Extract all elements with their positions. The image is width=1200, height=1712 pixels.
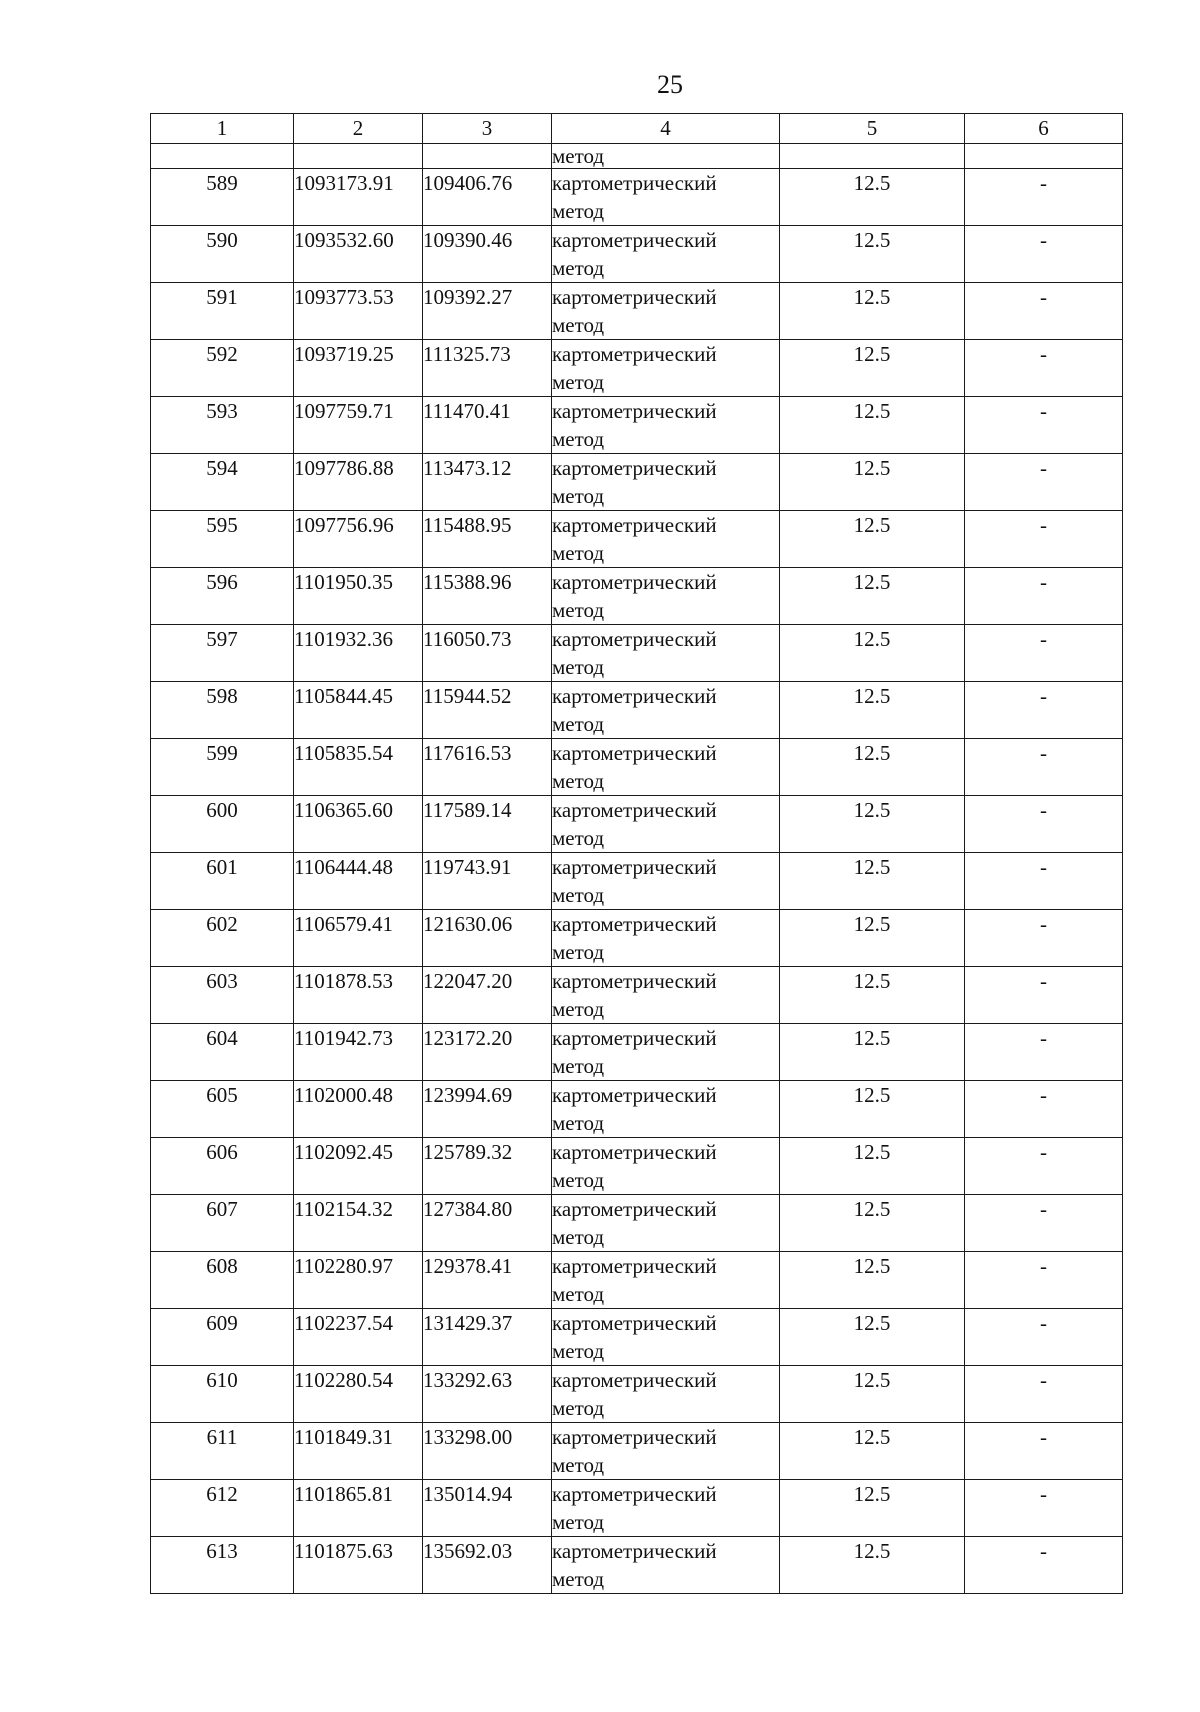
x-coordinate-cell: 1101875.63 bbox=[294, 1537, 423, 1594]
y-coordinate-cell: 109390.46 bbox=[423, 226, 552, 283]
method-line-2: метод bbox=[552, 997, 605, 1021]
method-line-1: картометрический bbox=[552, 1254, 717, 1278]
table-row bbox=[151, 340, 1123, 397]
point-number-cell: 608 bbox=[151, 1252, 294, 1309]
method-line-2: метод bbox=[552, 1282, 605, 1306]
point-number-cell: 601 bbox=[151, 853, 294, 910]
continuation-cell-6 bbox=[965, 144, 1123, 169]
point-number-cell: 596 bbox=[151, 568, 294, 625]
y-coordinate-cell: 117616.53 bbox=[423, 739, 552, 796]
y-coordinate-cell: 119743.91 bbox=[423, 853, 552, 910]
accuracy-cell: 12.5 bbox=[780, 340, 965, 397]
page-number: 25 bbox=[657, 70, 683, 99]
method-line-1: картометрический bbox=[552, 342, 717, 366]
table-row bbox=[151, 454, 1123, 511]
method-line-1: картометрический bbox=[552, 1083, 717, 1107]
point-number-cell: 611 bbox=[151, 1423, 294, 1480]
note-cell: - bbox=[965, 910, 1123, 967]
note-cell: - bbox=[965, 226, 1123, 283]
column-header-1: 1 bbox=[151, 114, 294, 144]
y-coordinate-cell: 111470.41 bbox=[423, 397, 552, 454]
y-coordinate-cell: 123172.20 bbox=[423, 1024, 552, 1081]
x-coordinate-cell: 1101865.81 bbox=[294, 1480, 423, 1537]
table-row bbox=[151, 739, 1123, 796]
method-cell bbox=[552, 226, 780, 283]
note-cell: - bbox=[965, 454, 1123, 511]
method-line-2: метод bbox=[552, 883, 605, 907]
method-cell bbox=[552, 1024, 780, 1081]
accuracy-cell: 12.5 bbox=[780, 226, 965, 283]
note-cell: - bbox=[965, 1138, 1123, 1195]
y-coordinate-cell: 117589.14 bbox=[423, 796, 552, 853]
table-row bbox=[151, 1480, 1123, 1537]
method-line-1: картометрический bbox=[552, 1482, 717, 1506]
note-cell: - bbox=[965, 1423, 1123, 1480]
note-cell: - bbox=[965, 1309, 1123, 1366]
method-line-1: картометрический bbox=[552, 228, 717, 252]
accuracy-cell: 12.5 bbox=[780, 796, 965, 853]
accuracy-cell: 12.5 bbox=[780, 1195, 965, 1252]
point-number-cell: 594 bbox=[151, 454, 294, 511]
accuracy-cell: 12.5 bbox=[780, 1366, 965, 1423]
column-number-row bbox=[151, 114, 1123, 144]
x-coordinate-cell: 1102280.54 bbox=[294, 1366, 423, 1423]
table-row bbox=[151, 682, 1123, 739]
table-row bbox=[151, 1537, 1123, 1594]
method-cell bbox=[552, 340, 780, 397]
y-coordinate-cell: 113473.12 bbox=[423, 454, 552, 511]
method-cell bbox=[552, 283, 780, 340]
point-number-cell: 595 bbox=[151, 511, 294, 568]
method-cell bbox=[552, 1138, 780, 1195]
method-line-2: метод bbox=[552, 1453, 605, 1477]
point-number-cell: 610 bbox=[151, 1366, 294, 1423]
note-cell: - bbox=[965, 1195, 1123, 1252]
accuracy-cell: 12.5 bbox=[780, 1138, 965, 1195]
note-cell: - bbox=[965, 853, 1123, 910]
method-line-2: метод bbox=[552, 1111, 605, 1135]
note-cell: - bbox=[965, 169, 1123, 226]
accuracy-cell: 12.5 bbox=[780, 283, 965, 340]
method-line-1: картометрический bbox=[552, 285, 717, 309]
point-number-cell: 609 bbox=[151, 1309, 294, 1366]
point-number-cell: 589 bbox=[151, 169, 294, 226]
continuation-method-cell: метод bbox=[552, 144, 780, 169]
x-coordinate-cell: 1105844.45 bbox=[294, 682, 423, 739]
method-line-1: картометрический bbox=[552, 627, 717, 651]
accuracy-cell: 12.5 bbox=[780, 739, 965, 796]
x-coordinate-cell: 1105835.54 bbox=[294, 739, 423, 796]
method-line-1: картометрический bbox=[552, 1539, 717, 1563]
method-line-1: картометрический bbox=[552, 1368, 717, 1392]
method-line-1: картометрический bbox=[552, 171, 717, 195]
method-line-2: метод bbox=[552, 826, 605, 850]
x-coordinate-cell: 1097759.71 bbox=[294, 397, 423, 454]
method-line-1: картометрический bbox=[552, 741, 717, 765]
note-cell: - bbox=[965, 283, 1123, 340]
x-coordinate-cell: 1101950.35 bbox=[294, 568, 423, 625]
method-line-1: картометрический bbox=[552, 570, 717, 594]
y-coordinate-cell: 129378.41 bbox=[423, 1252, 552, 1309]
point-number-cell: 590 bbox=[151, 226, 294, 283]
x-coordinate-cell: 1097786.88 bbox=[294, 454, 423, 511]
y-coordinate-cell: 109406.76 bbox=[423, 169, 552, 226]
table-row bbox=[151, 1252, 1123, 1309]
method-cell bbox=[552, 511, 780, 568]
accuracy-cell: 12.5 bbox=[780, 454, 965, 511]
note-cell: - bbox=[965, 397, 1123, 454]
method-cell bbox=[552, 910, 780, 967]
point-number-cell: 606 bbox=[151, 1138, 294, 1195]
y-coordinate-cell: 115388.96 bbox=[423, 568, 552, 625]
table-row bbox=[151, 568, 1123, 625]
accuracy-cell: 12.5 bbox=[780, 967, 965, 1024]
method-line-1: картометрический bbox=[552, 969, 717, 993]
x-coordinate-cell: 1106579.41 bbox=[294, 910, 423, 967]
x-coordinate-cell: 1101932.36 bbox=[294, 625, 423, 682]
x-coordinate-cell: 1093773.53 bbox=[294, 283, 423, 340]
point-number-cell: 597 bbox=[151, 625, 294, 682]
point-number-cell: 602 bbox=[151, 910, 294, 967]
accuracy-cell: 12.5 bbox=[780, 1423, 965, 1480]
method-line-2: метод bbox=[552, 199, 605, 223]
method-cell bbox=[552, 1252, 780, 1309]
point-number-cell: 600 bbox=[151, 796, 294, 853]
accuracy-cell: 12.5 bbox=[780, 1024, 965, 1081]
table-row bbox=[151, 967, 1123, 1024]
method-cell bbox=[552, 967, 780, 1024]
accuracy-cell: 12.5 bbox=[780, 397, 965, 454]
table-row bbox=[151, 397, 1123, 454]
method-cell bbox=[552, 1309, 780, 1366]
point-number-cell: 612 bbox=[151, 1480, 294, 1537]
accuracy-cell: 12.5 bbox=[780, 910, 965, 967]
point-number-cell: 603 bbox=[151, 967, 294, 1024]
accuracy-cell: 12.5 bbox=[780, 1081, 965, 1138]
note-cell: - bbox=[965, 1024, 1123, 1081]
table-row bbox=[151, 1366, 1123, 1423]
continuation-row bbox=[151, 144, 1123, 169]
method-cell bbox=[552, 1480, 780, 1537]
accuracy-cell: 12.5 bbox=[780, 853, 965, 910]
y-coordinate-cell: 111325.73 bbox=[423, 340, 552, 397]
y-coordinate-cell: 109392.27 bbox=[423, 283, 552, 340]
method-line-1: картометрический bbox=[552, 855, 717, 879]
x-coordinate-cell: 1097756.96 bbox=[294, 511, 423, 568]
method-cell bbox=[552, 1423, 780, 1480]
table-row bbox=[151, 853, 1123, 910]
x-coordinate-cell: 1102000.48 bbox=[294, 1081, 423, 1138]
note-cell: - bbox=[965, 625, 1123, 682]
note-cell: - bbox=[965, 1366, 1123, 1423]
method-line-2: метод bbox=[552, 484, 605, 508]
method-line-2: метод bbox=[552, 1225, 605, 1249]
y-coordinate-cell: 133298.00 bbox=[423, 1423, 552, 1480]
note-cell: - bbox=[965, 568, 1123, 625]
y-coordinate-cell: 122047.20 bbox=[423, 967, 552, 1024]
accuracy-cell: 12.5 bbox=[780, 169, 965, 226]
x-coordinate-cell: 1101849.31 bbox=[294, 1423, 423, 1480]
x-coordinate-cell: 1106444.48 bbox=[294, 853, 423, 910]
table-row bbox=[151, 1195, 1123, 1252]
y-coordinate-cell: 115488.95 bbox=[423, 511, 552, 568]
note-cell: - bbox=[965, 1537, 1123, 1594]
method-line-2: метод bbox=[552, 427, 605, 451]
point-number-cell: 593 bbox=[151, 397, 294, 454]
accuracy-cell: 12.5 bbox=[780, 682, 965, 739]
accuracy-cell: 12.5 bbox=[780, 1309, 965, 1366]
method-cell bbox=[552, 625, 780, 682]
method-line-2: метод bbox=[552, 1054, 605, 1078]
method-line-2: метод bbox=[552, 940, 605, 964]
x-coordinate-cell: 1106365.60 bbox=[294, 796, 423, 853]
table-row bbox=[151, 910, 1123, 967]
method-line-1: картометрический bbox=[552, 912, 717, 936]
table-row bbox=[151, 1309, 1123, 1366]
method-line-1: картометрический bbox=[552, 684, 717, 708]
accuracy-cell: 12.5 bbox=[780, 568, 965, 625]
accuracy-cell: 12.5 bbox=[780, 1252, 965, 1309]
method-line-2: метод bbox=[552, 1396, 605, 1420]
x-coordinate-cell: 1101878.53 bbox=[294, 967, 423, 1024]
method-cell bbox=[552, 853, 780, 910]
note-cell: - bbox=[965, 1081, 1123, 1138]
method-line-1: картометрический bbox=[552, 1140, 717, 1164]
method-cell bbox=[552, 739, 780, 796]
table-row bbox=[151, 1423, 1123, 1480]
method-line-2: метод bbox=[552, 370, 605, 394]
method-line-2: метод bbox=[552, 1510, 605, 1534]
method-line-1: картометрический bbox=[552, 1197, 717, 1221]
method-line-2: метод bbox=[552, 769, 605, 793]
continuation-cell-1 bbox=[151, 144, 294, 169]
coordinates-table bbox=[150, 113, 1123, 1594]
method-line-1: картометрический bbox=[552, 399, 717, 423]
note-cell: - bbox=[965, 1480, 1123, 1537]
method-line-2: метод bbox=[552, 541, 605, 565]
x-coordinate-cell: 1093719.25 bbox=[294, 340, 423, 397]
x-coordinate-cell: 1093532.60 bbox=[294, 226, 423, 283]
y-coordinate-cell: 121630.06 bbox=[423, 910, 552, 967]
table-row bbox=[151, 511, 1123, 568]
column-header-6: 6 bbox=[965, 114, 1123, 144]
point-number-cell: 599 bbox=[151, 739, 294, 796]
method-line-2: метод bbox=[552, 1567, 605, 1591]
method-line-2: метод bbox=[552, 598, 605, 622]
table-row bbox=[151, 226, 1123, 283]
method-line-1: картометрический bbox=[552, 1311, 717, 1335]
point-number-cell: 604 bbox=[151, 1024, 294, 1081]
table-row bbox=[151, 1138, 1123, 1195]
method-cell bbox=[552, 1366, 780, 1423]
y-coordinate-cell: 127384.80 bbox=[423, 1195, 552, 1252]
method-line-2: метод bbox=[552, 256, 605, 280]
point-number-cell: 591 bbox=[151, 283, 294, 340]
y-coordinate-cell: 115944.52 bbox=[423, 682, 552, 739]
y-coordinate-cell: 125789.32 bbox=[423, 1138, 552, 1195]
x-coordinate-cell: 1102237.54 bbox=[294, 1309, 423, 1366]
method-cell bbox=[552, 796, 780, 853]
continuation-cell-2 bbox=[294, 144, 423, 169]
continuation-cell-3 bbox=[423, 144, 552, 169]
y-coordinate-cell: 116050.73 bbox=[423, 625, 552, 682]
accuracy-cell: 12.5 bbox=[780, 1480, 965, 1537]
method-cell bbox=[552, 1081, 780, 1138]
accuracy-cell: 12.5 bbox=[780, 625, 965, 682]
y-coordinate-cell: 131429.37 bbox=[423, 1309, 552, 1366]
x-coordinate-cell: 1093173.91 bbox=[294, 169, 423, 226]
point-number-cell: 592 bbox=[151, 340, 294, 397]
method-line-1: картометрический bbox=[552, 513, 717, 537]
note-cell: - bbox=[965, 682, 1123, 739]
accuracy-cell: 12.5 bbox=[780, 1537, 965, 1594]
x-coordinate-cell: 1101942.73 bbox=[294, 1024, 423, 1081]
table-row bbox=[151, 169, 1123, 226]
point-number-cell: 598 bbox=[151, 682, 294, 739]
method-line-1: картометрический bbox=[552, 456, 717, 480]
note-cell: - bbox=[965, 340, 1123, 397]
method-cell bbox=[552, 397, 780, 454]
table-row bbox=[151, 625, 1123, 682]
method-line-2: метод bbox=[552, 712, 605, 736]
point-number-cell: 613 bbox=[151, 1537, 294, 1594]
continuation-cell-5 bbox=[780, 144, 965, 169]
column-header-4: 4 bbox=[552, 114, 780, 144]
table-row bbox=[151, 283, 1123, 340]
note-cell: - bbox=[965, 511, 1123, 568]
method-cell bbox=[552, 682, 780, 739]
column-header-2: 2 bbox=[294, 114, 423, 144]
note-cell: - bbox=[965, 1252, 1123, 1309]
point-number-cell: 605 bbox=[151, 1081, 294, 1138]
method-cell bbox=[552, 169, 780, 226]
y-coordinate-cell: 123994.69 bbox=[423, 1081, 552, 1138]
method-line-1: картометрический bbox=[552, 1026, 717, 1050]
y-coordinate-cell: 133292.63 bbox=[423, 1366, 552, 1423]
note-cell: - bbox=[965, 739, 1123, 796]
table-row bbox=[151, 1024, 1123, 1081]
note-cell: - bbox=[965, 967, 1123, 1024]
accuracy-cell: 12.5 bbox=[780, 511, 965, 568]
method-line-2: метод bbox=[552, 1339, 605, 1363]
y-coordinate-cell: 135014.94 bbox=[423, 1480, 552, 1537]
x-coordinate-cell: 1102154.32 bbox=[294, 1195, 423, 1252]
x-coordinate-cell: 1102280.97 bbox=[294, 1252, 423, 1309]
method-cell bbox=[552, 1195, 780, 1252]
method-cell bbox=[552, 1537, 780, 1594]
method-line-2: метод bbox=[552, 313, 605, 337]
column-header-3: 3 bbox=[423, 114, 552, 144]
table-row bbox=[151, 1081, 1123, 1138]
note-cell: - bbox=[965, 796, 1123, 853]
method-line-1: картометрический bbox=[552, 798, 717, 822]
table-row bbox=[151, 796, 1123, 853]
method-line-2: метод bbox=[552, 655, 605, 679]
table-body bbox=[151, 144, 1123, 1594]
method-line-1: картометрический bbox=[552, 1425, 717, 1449]
y-coordinate-cell: 135692.03 bbox=[423, 1537, 552, 1594]
column-header-5: 5 bbox=[780, 114, 965, 144]
method-cell bbox=[552, 454, 780, 511]
method-line-2: метод bbox=[552, 1168, 605, 1192]
point-number-cell: 607 bbox=[151, 1195, 294, 1252]
method-cell bbox=[552, 568, 780, 625]
x-coordinate-cell: 1102092.45 bbox=[294, 1138, 423, 1195]
